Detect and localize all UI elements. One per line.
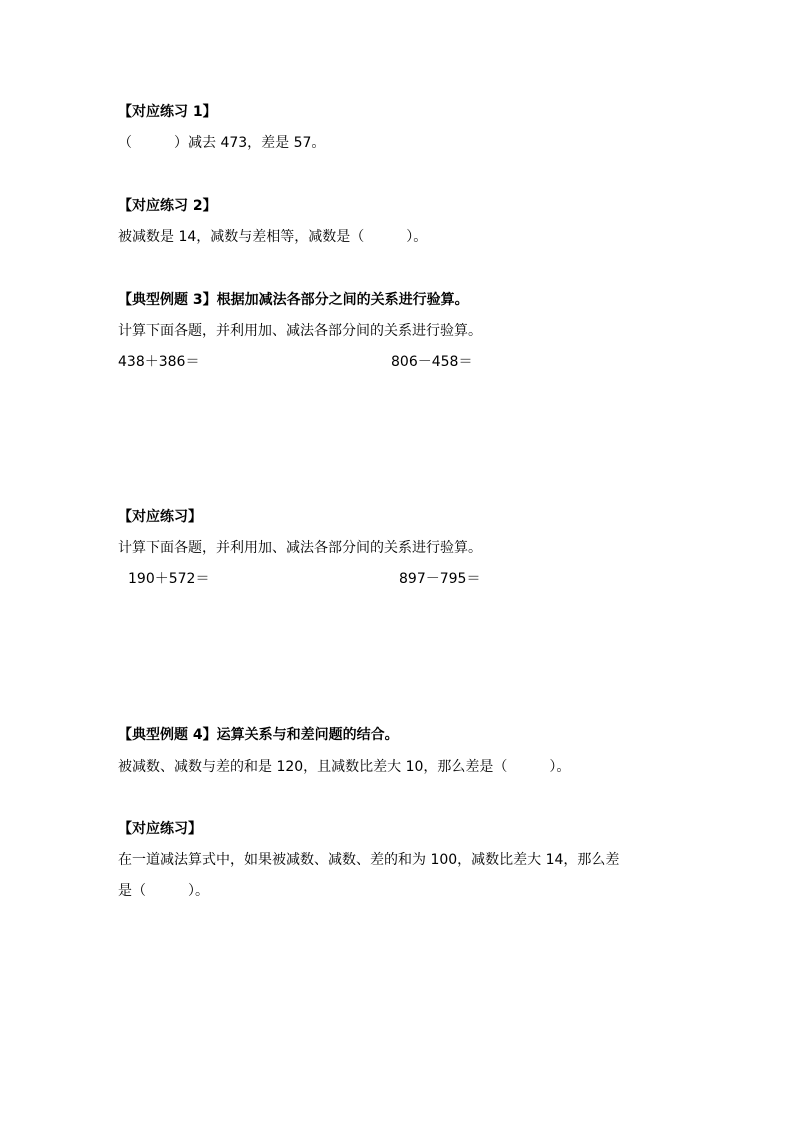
example-3-problem-subtraction: 806－458＝ [391,354,473,370]
exercise-1-heading: 【对应练习 1】 [118,104,217,120]
exercise-2-question: 被减数是 14，减数与差相等，减数是（ ）。 [118,229,428,245]
example-3-problem-addition: 438＋386＝ [118,354,200,370]
exercise-1-question: （ ）减去 473，差是 57。 [118,135,326,151]
exercise-2-heading: 【对应练习 2】 [118,198,217,214]
exercise-4-question-line-1: 在一道减法算式中，如果被减数、减数、差的和为 100，减数比差大 14，那么差 [118,852,620,868]
example-3-heading: 【典型例题 3】根据加减法各部分之间的关系进行验算。 [118,292,469,308]
example-4-heading: 【典型例题 4】运算关系与和差问题的结合。 [118,727,399,743]
example-4-question: 被减数、减数与差的和是 120，且减数比差大 10，那么差是（ ）。 [118,759,571,775]
exercise-4-heading: 【对应练习】 [118,821,202,837]
exercise-3-instruction: 计算下面各题，并利用加、减法各部分间的关系进行验算。 [118,540,482,556]
exercise-3-problem-subtraction: 897－795＝ [399,571,481,587]
example-3-instruction: 计算下面各题，并利用加、减法各部分间的关系进行验算。 [118,323,482,339]
exercise-3-heading: 【对应练习】 [118,509,202,525]
exercise-3-problem-addition: 190＋572＝ [128,571,210,587]
exercise-4-question-line-2: 是（ ）。 [118,883,209,899]
